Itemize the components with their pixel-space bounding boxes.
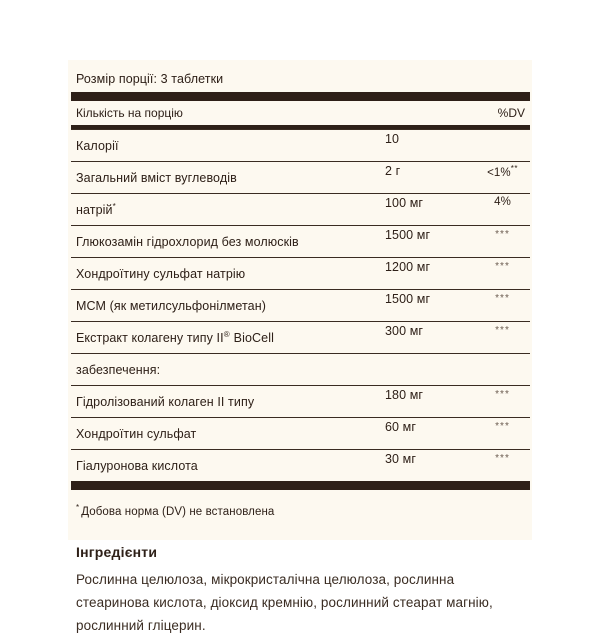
nutrient-name: забезпечення: [76, 362, 161, 377]
table-row [71, 258, 530, 290]
nutrient-name-suffix: BioCell [230, 331, 274, 346]
nutrient-name: Хондроїтину сульфат натрію [76, 266, 246, 281]
amount-per-serving-header [71, 101, 530, 125]
nutrient-amount: 30 мг [385, 452, 417, 466]
nutrient-name: Калорії [76, 138, 119, 153]
nutrient-dv: *** [495, 389, 510, 400]
nutrient-dv: *** [495, 325, 510, 336]
nutrient-dv: *** [495, 293, 510, 304]
nutrient-dv: <1% [487, 166, 511, 179]
table-row [71, 450, 530, 482]
footnote-marker: * [112, 201, 117, 211]
ingredients-section [68, 518, 532, 637]
table-row [71, 418, 530, 450]
daily-value-label: %DV [497, 106, 525, 120]
facts-table-body [71, 92, 530, 490]
nutrient-name: Загальний вміст вуглеводів [76, 170, 237, 185]
bottom-dark-bar [71, 481, 530, 490]
table-row [71, 290, 530, 322]
nutrient-dv: *** [495, 421, 510, 432]
nutrient-amount: 100 мг [385, 196, 424, 210]
ingredients-title: Інгредієнти [76, 543, 158, 560]
table-row [71, 226, 530, 258]
nutrient-dv: *** [495, 229, 510, 240]
table-row [71, 194, 530, 226]
nutrient-amount: 1200 мг [385, 260, 431, 274]
footnote-marker: * [76, 503, 80, 512]
table-row [71, 386, 530, 418]
nutrient-amount: 2 г [385, 164, 401, 178]
nutrient-dv: 4% [494, 196, 511, 208]
nutrient-name: Гідролізований колаген II типу [76, 394, 255, 409]
footnote-marker: ** [510, 164, 518, 173]
nutrient-amount: 1500 мг [385, 228, 431, 242]
footnote [68, 490, 532, 518]
nutrient-dv: *** [495, 261, 510, 272]
nutrient-amount: 180 мг [385, 388, 424, 402]
nutrient-dv: *** [495, 453, 510, 464]
nutrient-name: Хондроїтин сульфат [76, 426, 197, 441]
nutrient-name: Глюкозамін гідрохлорид без молюсків [76, 234, 299, 249]
nutrient-name: Гіалуронова кислота [76, 458, 198, 473]
nutrient-name: МСМ (як метилсульфонілметан) [76, 298, 266, 313]
top-dark-bar [71, 92, 530, 101]
nutrient-amount: 300 мг [385, 324, 424, 338]
nutrient-name: натрій [76, 203, 113, 218]
nutrient-amount: 60 мг [385, 420, 417, 434]
supplement-facts-table [71, 92, 530, 490]
footnote-text: Добова норма (DV) не встановлена [81, 505, 275, 518]
nutrient-amount: 10 [385, 132, 400, 146]
table-row [71, 354, 530, 386]
ingredients-text: Рослинна целюлоза, мікрокристалічна целюлоза, рослинна стеаринова кислота, діоксид кремнію, рослинний стеарат магнію, рослинний гліцерин. [76, 571, 493, 634]
table-row [71, 130, 530, 162]
nutrient-amount: 1500 мг [385, 292, 431, 306]
registered-trademark-icon: ® [223, 329, 231, 339]
table-row [71, 322, 530, 354]
supplement-facts-card [68, 60, 532, 634]
table-row [71, 162, 530, 194]
nutrient-name: Екстракт колагену типу II [76, 331, 224, 346]
amount-per-serving-label: Кількість на порцію [76, 106, 183, 120]
serving-size-line: Розмір порції: 3 таблетки [76, 72, 224, 86]
